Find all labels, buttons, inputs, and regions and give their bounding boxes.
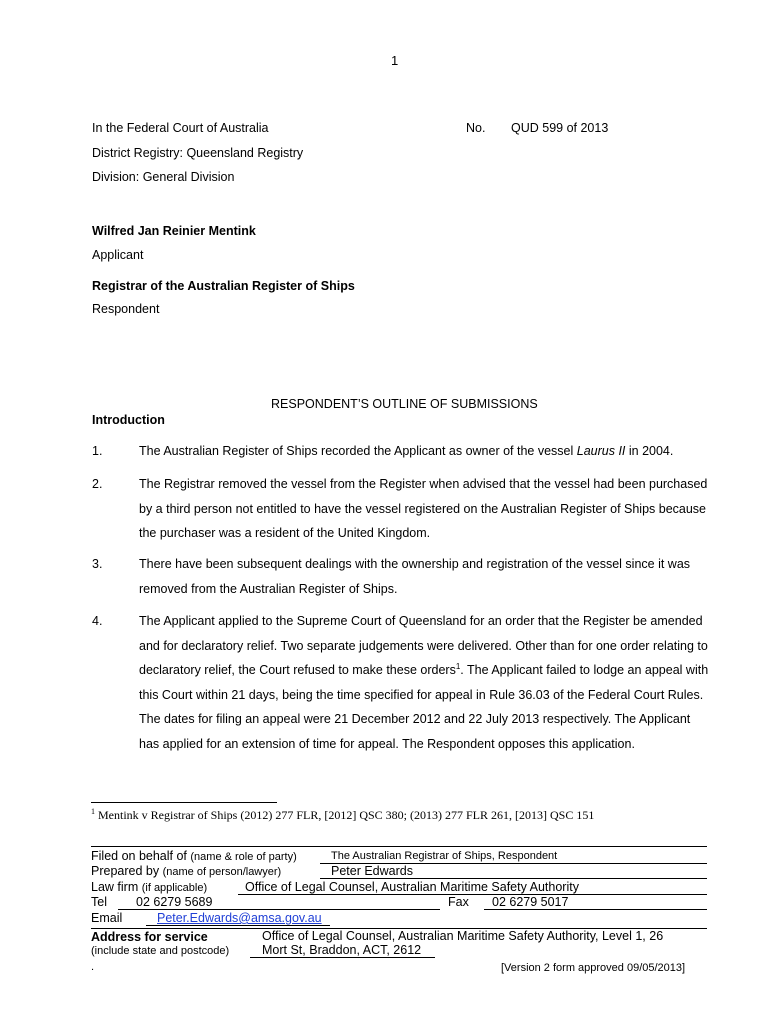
field-underline bbox=[250, 957, 435, 958]
field-underline bbox=[484, 909, 707, 910]
tel-value: 02 6279 5689 bbox=[136, 895, 213, 909]
fax-label: Fax bbox=[448, 895, 469, 909]
prepared-by-label bbox=[91, 864, 281, 878]
email-label: Email bbox=[91, 911, 123, 925]
field-underline bbox=[238, 894, 707, 895]
respondent-role: Respondent bbox=[92, 302, 160, 316]
form-version: [Version 2 form approved 09/05/2013] bbox=[501, 962, 686, 974]
form-dot: . bbox=[91, 961, 95, 973]
email-link[interactable] bbox=[157, 911, 322, 925]
case-number: QUD 599 of 2013 bbox=[511, 121, 609, 135]
field-hint: (name & role of party) bbox=[190, 851, 297, 863]
filed-on-behalf-value: The Australian Registrar of Ships, Respondent bbox=[331, 850, 558, 862]
address-line-2: Mort St, Braddon, ACT, 2612 bbox=[262, 943, 422, 957]
field-label: Prepared by bbox=[91, 864, 160, 878]
address-label: Address for service bbox=[91, 930, 208, 944]
law-firm-value: Office of Legal Counsel, Australian Maritime Safety Authority bbox=[245, 880, 579, 894]
court-name: In the Federal Court of Australia bbox=[92, 121, 269, 135]
section-heading: Introduction bbox=[92, 413, 165, 427]
applicant-name: Wilfred Jan Reinier Mentink bbox=[92, 224, 256, 238]
paragraph-number: 3. bbox=[92, 557, 103, 571]
paragraph-4 bbox=[139, 609, 709, 756]
paragraph-number: 2. bbox=[92, 477, 103, 491]
paragraph-text: in 2004. bbox=[625, 444, 674, 458]
vessel-name: Laurus II bbox=[576, 444, 626, 458]
paragraph-1 bbox=[139, 439, 709, 464]
applicant-role: Applicant bbox=[92, 248, 144, 262]
footnote-reference[interactable]: 1 bbox=[455, 661, 461, 671]
footnote-separator bbox=[91, 802, 277, 803]
form-top-rule bbox=[91, 846, 707, 847]
field-underline bbox=[320, 878, 707, 879]
law-firm-label bbox=[91, 880, 207, 894]
field-label: Filed on behalf of bbox=[91, 849, 187, 863]
case-number-label: No. bbox=[466, 121, 486, 135]
registry: District Registry: Queensland Registry bbox=[92, 146, 304, 160]
page-number: 1 bbox=[391, 53, 399, 68]
division: Division: General Division bbox=[92, 170, 235, 184]
address-hint: (include state and postcode) bbox=[91, 945, 230, 957]
paragraph-3: There have been subsequent dealings with the ownership and registration of the vessel since it was removed from the Australian Register of Ships. bbox=[139, 557, 691, 596]
fax-value: 02 6279 5017 bbox=[492, 895, 569, 909]
paragraph-2: The Registrar removed the vessel from the Register when advised that the vessel had been purchased by a third person not entitled to have the vessel registered on the Australian Register of Ships because the purchaser was a resident of the United Kingdom. bbox=[139, 477, 708, 540]
field-hint: (if applicable) bbox=[141, 882, 208, 894]
field-label: Law firm bbox=[91, 880, 139, 894]
paragraph-text: . The Applicant failed to lodge an appeal with this Court within 21 days, being the time specified for appeal in Rule 36.03 of the Federal Court Rules. The dates for filing an appeal were 21 December 2012 and 22 July 2013 respectively. The Applicant has applied for an extension of time for appeal. The Respondent opposes this application. bbox=[139, 663, 709, 751]
document-title: RESPONDENT’S OUTLINE OF SUBMISSIONS bbox=[271, 397, 538, 411]
filed-on-behalf-label bbox=[91, 849, 297, 863]
footnote-text: Mentink v Registrar of Ships (2012) 277 FLR, [2012] QSC 380; (2013) 277 FLR 261, [2013] QSC 151 bbox=[95, 808, 595, 822]
paragraph-number: 1. bbox=[92, 444, 103, 458]
paragraph-number: 4. bbox=[92, 614, 103, 628]
paragraph-text: The Australian Register of Ships recorded the Applicant as owner of the vessel bbox=[139, 444, 577, 458]
field-hint: (name of person/lawyer) bbox=[162, 866, 282, 878]
prepared-by-value: Peter Edwards bbox=[331, 864, 413, 878]
field-underline bbox=[118, 909, 440, 910]
tel-label: Tel bbox=[91, 895, 107, 909]
address-line-1: Office of Legal Counsel, Australian Maritime Safety Authority, Level 1, 26 bbox=[262, 929, 664, 943]
paragraph-text: The Applicant applied to the Supreme Court of Queensland for an order that the Register be amended and for declaratory relief. Two separate judgements were delivered. Other than for one order relating to declaratory relief, the Court refused to make these orders bbox=[139, 614, 708, 677]
respondent-name: Registrar of the Australian Register of Ships bbox=[92, 279, 355, 293]
email-address[interactable]: Peter.Edwards@amsa.gov.au bbox=[157, 911, 322, 925]
footnote bbox=[91, 808, 594, 823]
field-underline bbox=[146, 925, 330, 926]
footnote-marker: 1 bbox=[91, 807, 95, 816]
